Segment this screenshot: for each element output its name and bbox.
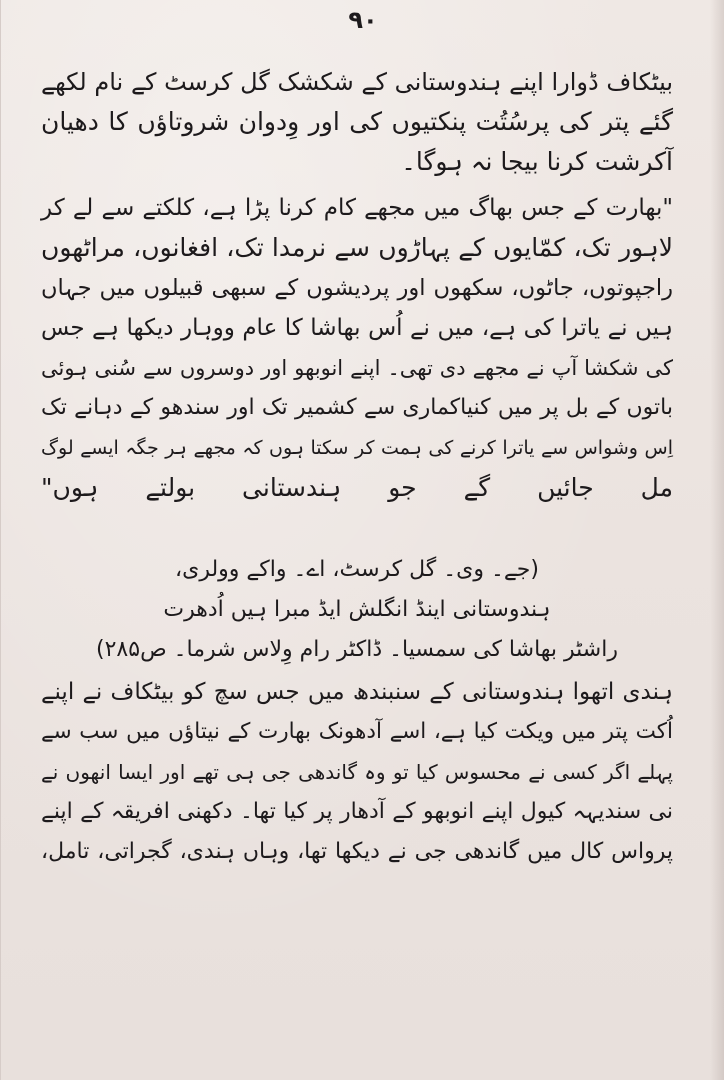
text-line: پہلے اگر کسی نے محسوس کیا تو وہ گاندھی جی ہی تھے اور ایسا انھوں نے bbox=[41, 760, 673, 784]
citation bbox=[41, 550, 673, 670]
text-line: لاہور تک، کمّایوں کے پہاڑوں سے نرمدا تک، افغانوں، مراٹھوں bbox=[41, 233, 673, 262]
text-line: ہندی اتھوا ہندوستانی کے سنبندھ میں جس سچ کو بیٹکاف نے اپنے bbox=[41, 679, 673, 705]
text-line: مل جائیں گے جو ہندستانی بولتے ہوں" bbox=[41, 473, 673, 502]
page-edge-shadow bbox=[710, 0, 724, 1080]
citation-line: (جے۔ وی۔ گل کرسٹ، اے۔ واکے وولری، bbox=[175, 557, 539, 582]
citation-line: ہندوستانی اینڈ انگلش ایڈ مبرا ہیں اُدھرت bbox=[163, 597, 551, 622]
paragraph-intro bbox=[41, 62, 673, 182]
page-number: ۹۰ bbox=[348, 6, 378, 34]
text-line: پرواس کال میں گاندھی جی نے دیکھا تھا، وہاں ہندی، گجراتی، تامل، bbox=[41, 839, 673, 864]
text-line: باتوں کے بل پر میں کنیاکماری سے کشمیر تک اور سندھو کے دہانے تک bbox=[41, 395, 673, 420]
text-line: اِس وشواس سے یاترا کرنے کی ہمت کر سکتا ہوں کہ مجھے ہر جگہ ایسے لوگ bbox=[41, 437, 673, 459]
paragraph-body bbox=[41, 672, 673, 872]
urdu-text-block bbox=[41, 62, 673, 872]
text-line: ہیں نے یاترا کی ہے، میں نے اُس بھاشا کا عام ووہار دیکھا ہے جس bbox=[41, 315, 673, 341]
text-line bbox=[41, 508, 673, 548]
text-line: اُکت پتر میں ویکت کیا ہے، اسے آدھونک بھارت کے نیتاؤں میں سب سے bbox=[41, 719, 673, 744]
text-line: گئے پتر کی پرسُتُت پنکتیوں کی اور وِدوان شروتاؤں کا دھیان bbox=[41, 107, 673, 136]
text-line: بیٹکاف ڈوارا اپنے ہندوستانی کے شکشک گل کرسٹ کے نام لکھے bbox=[41, 68, 673, 96]
text-line: راجپوتوں، جاٹوں، سکھوں اور پردیشوں کے سبھی قبیلوں میں جہاں bbox=[41, 275, 673, 301]
text-line: کی شکشا آپ نے مجھے دی تھی۔ اپنے انوبھو اور دوسروں سے سُنی ہوئی bbox=[41, 356, 673, 380]
text-line: نی سندیہہ کیول اپنے انوبھو کے آدھار پر کیا تھا۔ دکھنی افریقہ کے اپنے bbox=[41, 799, 673, 824]
citation-line: راشٹر بھاشا کی سمسیا۔ ڈاکٹر رام وِلاس شرما۔ ص۲۸۵) bbox=[96, 637, 618, 662]
text-line: آکرشت کرنا بیجا نہ ہوگا۔ bbox=[401, 147, 673, 176]
paragraph-quotation bbox=[41, 188, 673, 548]
text-line: "بھارت کے جس بھاگ میں مجھے کام کرنا پڑا ہے، کلکتے سے لے کر bbox=[41, 195, 673, 221]
